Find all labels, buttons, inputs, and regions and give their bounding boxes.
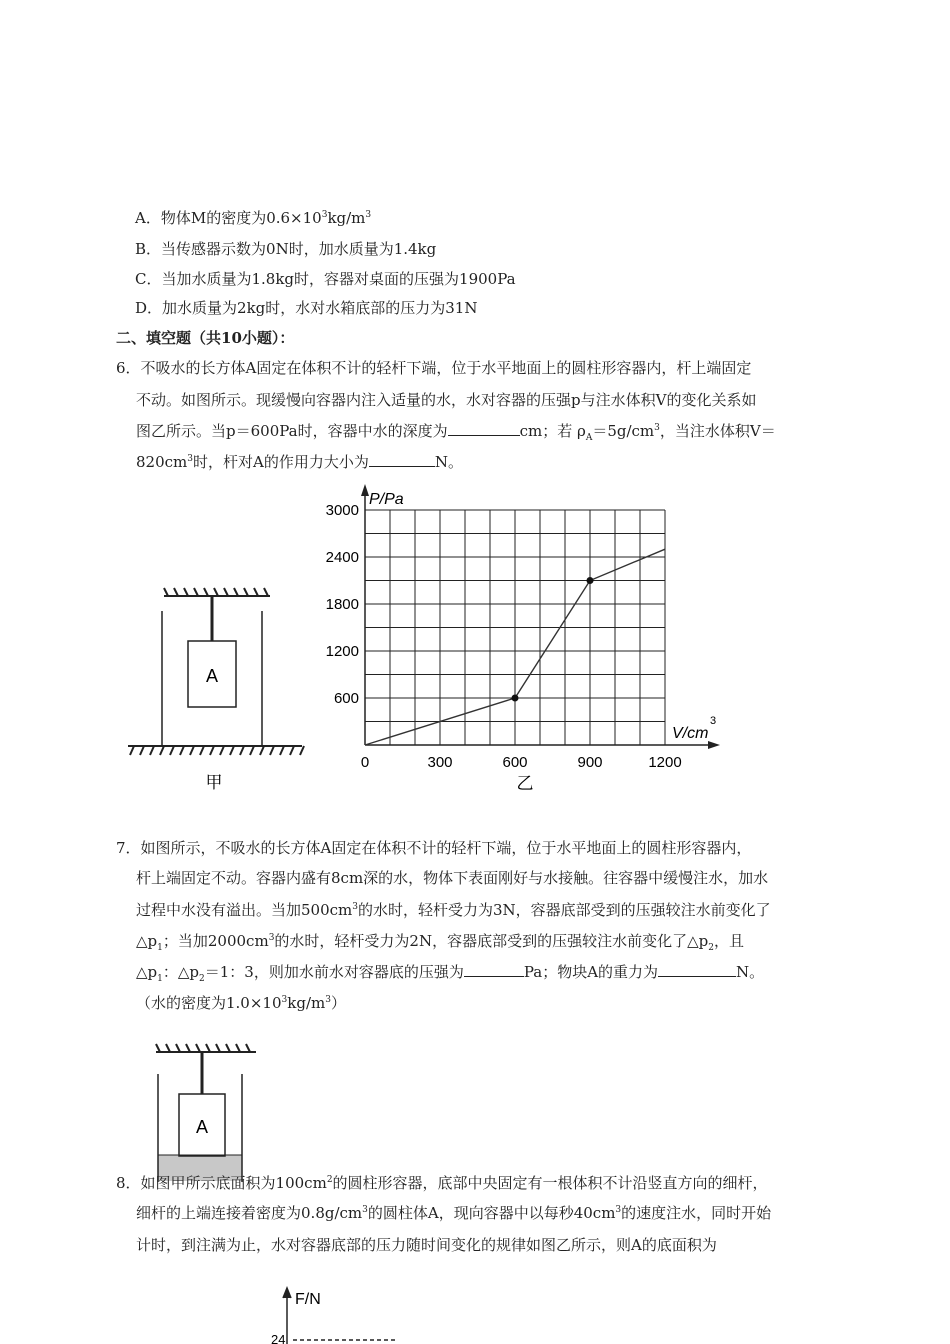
figure-caption: 甲	[205, 773, 223, 792]
pressure-volume-chart	[310, 480, 740, 800]
q7-line-2: 杆上端固定不动。容器内盛有8cm深的水，物体下表面刚好与水接触。往容器中缓慢注水，加水	[136, 869, 769, 887]
option-a: A．物体M的密度为$0.6\times 10^3kg/m^3$	[135, 209, 372, 227]
q8-line-1: 8．如图甲所示底面积为$100cm^2$的圆柱形容器，底部中央固定有一根体积不计沿竖直方向的细杆，	[116, 1174, 768, 1192]
block-label: A	[195, 1117, 209, 1137]
data-point	[587, 577, 594, 584]
x-tick-label: 300	[427, 754, 453, 771]
y-tick-label: 2400	[325, 549, 359, 566]
data-point	[512, 695, 519, 702]
y-tick-label: 24	[271, 1332, 286, 1344]
option-d: D．加水质量为2kg时，水对水箱底部的压力为31N	[135, 299, 478, 317]
x-tick-label: 900	[577, 754, 603, 771]
q6-line-3: 图乙所示。当p＝600Pa时，容器中水的深度为 cm；若 $\rho_A=5g/cm^3$，当注水体积V＝	[136, 422, 776, 443]
answer-blank[interactable]	[464, 962, 524, 977]
figure-jia	[120, 585, 310, 795]
answer-blank[interactable]	[369, 452, 435, 467]
y-tick-label: 600	[333, 690, 359, 707]
figure-caption: 乙	[516, 774, 534, 793]
figure-q7	[140, 1042, 270, 1182]
y-axis-arrow	[361, 484, 369, 496]
chart-y-label: F/N	[295, 1291, 321, 1308]
x-tick-label: 0	[360, 754, 370, 771]
q7-line-1: 7．如图所示，不吸水的长方体A固定在体积不计的轻杆下端，位于水平地面上的圆柱形容器内，	[116, 839, 752, 857]
q6-line-1: 6．不吸水的长方体A固定在体积不计的轻杆下端，位于水平地面上的圆柱形容器内，杆上端固定	[116, 359, 752, 377]
q7-line-4: $\triangle p_1$；当加$2000cm^3$的水时，轻杆受力为2N，容器底部受到的压强较注水前变化了$\triangle p_2$，且	[136, 932, 744, 953]
block-label: A	[205, 666, 219, 686]
q7-line-5: $\triangle p_1$：$\triangle p_2=1$：3，则加水前水对容器底的压强为 Pa；物块A的重力为 N。	[136, 963, 765, 984]
y-tick-label: 1800	[325, 596, 359, 613]
y-axis-title: P/Pa	[369, 491, 404, 508]
x-tick-label: 600	[502, 754, 528, 771]
section-title: 二、填空题（共10小题）：	[116, 329, 295, 347]
option-c: C．当加水质量为1.8kg时，容器对桌面的压强为1900Pa	[135, 270, 516, 288]
q6-line-4: $820cm^3$时，杆对A的作用力大小为 N。	[136, 453, 463, 471]
q7-line-3: 过程中水没有溢出。当加$500cm^3$的水时，轻杆受力为3N，容器底部受到的压强较注水前变化了	[136, 901, 771, 919]
x-axis-title: V/cm	[672, 725, 709, 742]
figure-q8-partial	[265, 1284, 425, 1344]
y-tick-label: 3000	[325, 502, 359, 519]
q8-line-2: 细杆的上端连接着密度为$0.8g/cm^3$的圆柱体A，现向容器中以每秒$40cm^3$的速度注水，同时开始	[136, 1204, 772, 1222]
option-a-text: A．物体M的密度为0.6×10	[135, 209, 322, 227]
q7-line-6: （水的密度为$1.0\times 10^3kg/m^3$）	[136, 994, 346, 1012]
x-axis-arrow	[708, 741, 720, 749]
q8-line-3: 计时，到注满为止，水对容器底部的压力随时间变化的规律如图乙所示，则A的底面积为	[136, 1236, 717, 1254]
x-tick-label: 1200	[648, 754, 682, 771]
x-axis-title-superscript: 3	[710, 715, 717, 727]
answer-blank[interactable]	[658, 962, 736, 977]
option-b: B．当传感器示数为0N时，加水质量为1.4kg	[135, 240, 437, 258]
y-tick-label: 1200	[325, 643, 359, 660]
answer-blank[interactable]	[448, 421, 520, 436]
q6-line-2: 不动。如图所示。现缓慢向容器内注入适量的水，水对容器的压强p与注水体积V的变化关系如	[136, 391, 757, 409]
